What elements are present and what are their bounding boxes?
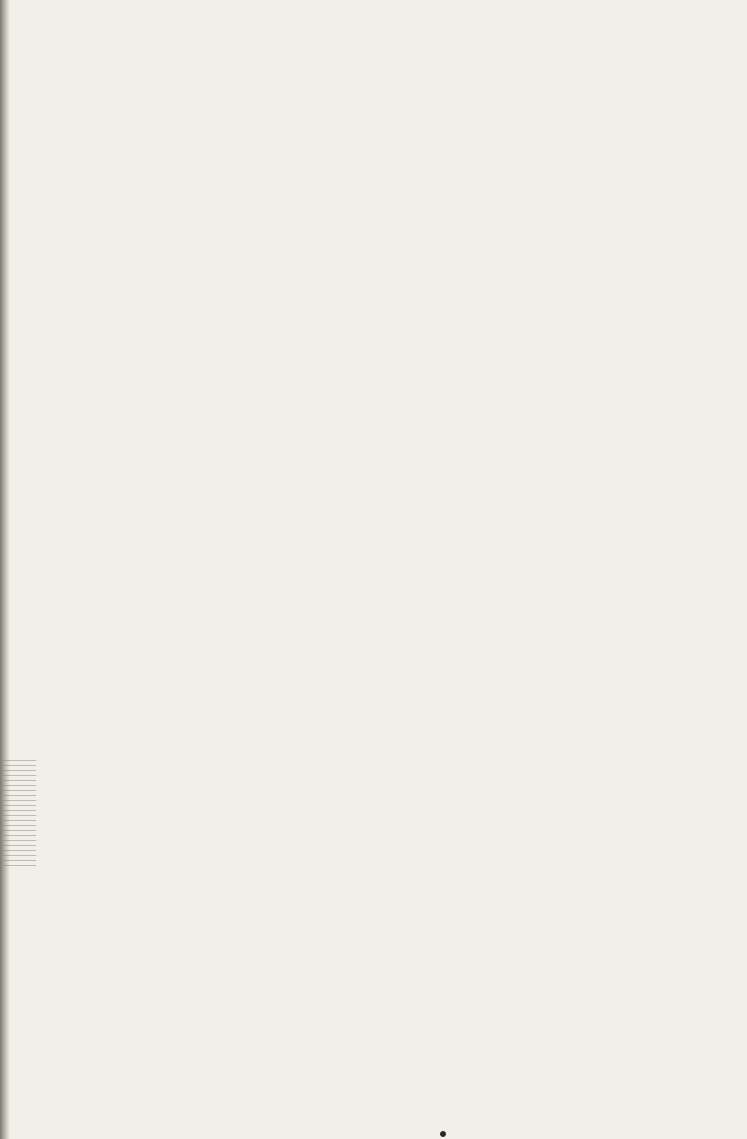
page-binding-edge xyxy=(0,0,10,1139)
page-header xyxy=(72,62,712,84)
footer-ink-mark xyxy=(440,1131,446,1137)
binding-stitch-marks xyxy=(0,760,36,870)
